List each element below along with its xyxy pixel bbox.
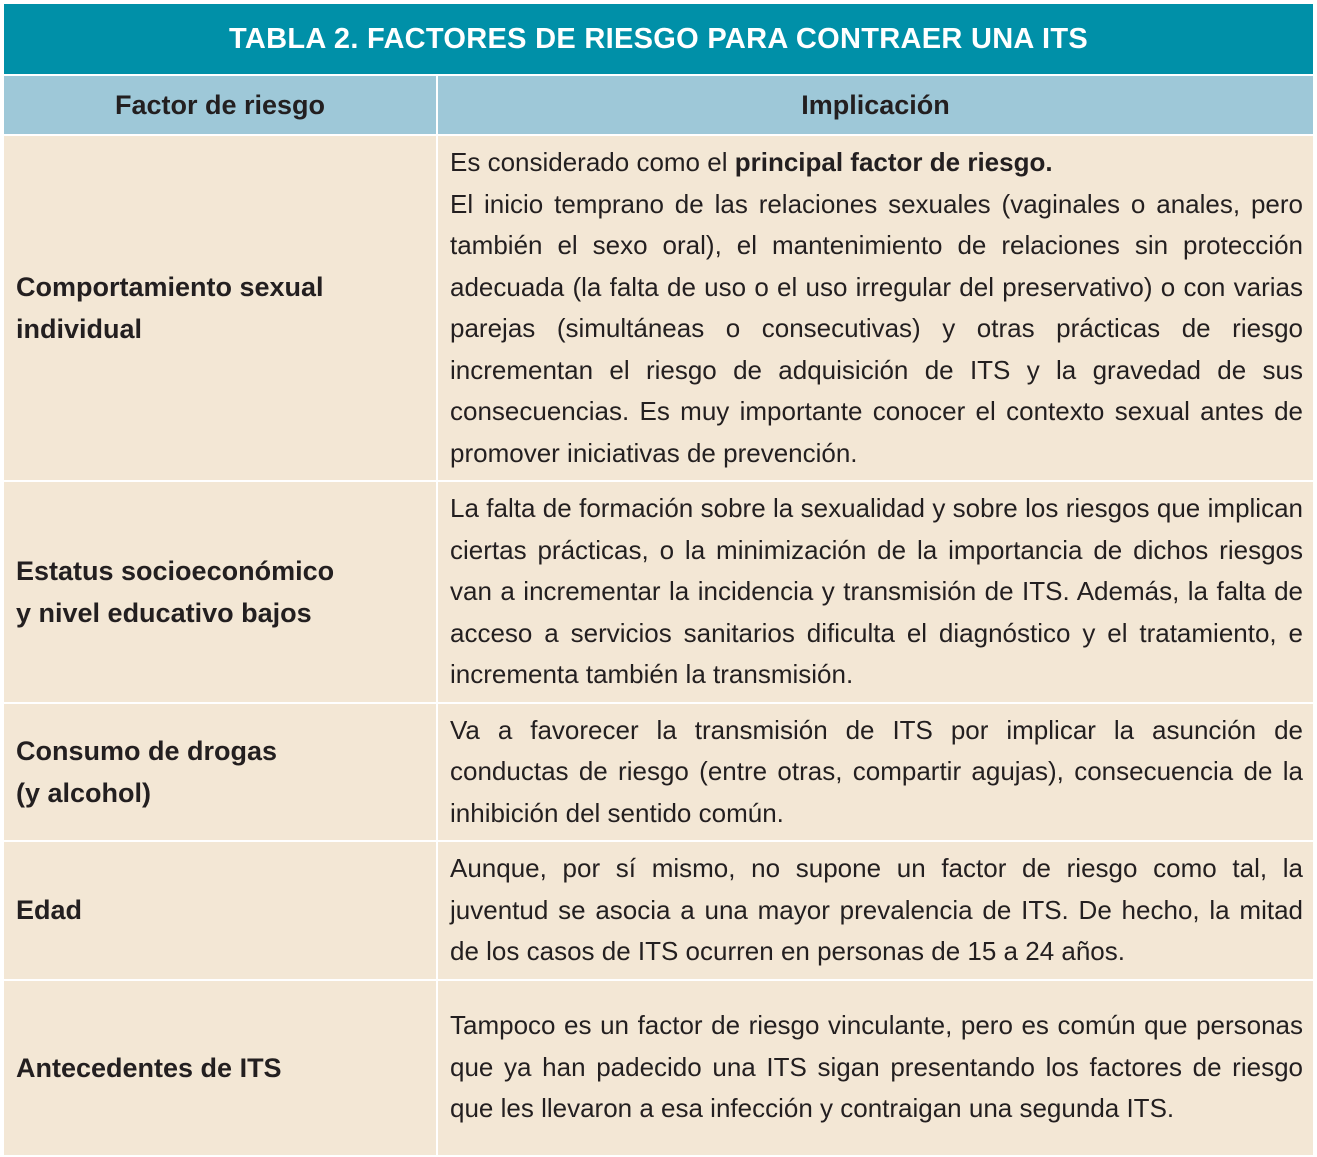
risk-factors-table-figure	[4, 4, 1313, 1157]
implication-lead-text: Es considerado como el	[450, 147, 735, 177]
header-factor: Factor de riesgo	[4, 76, 437, 135]
factor-cell	[4, 135, 437, 481]
implication-cell	[437, 481, 1313, 703]
table-row	[4, 841, 1313, 980]
factor-label: individual	[16, 314, 143, 344]
factor-label: Comportamiento sexual	[16, 272, 324, 302]
implication-text: Tampoco es un factor de riesgo vinculante, pero es común que personas que ya han padecido una ITS sigan presentando los factores de riesgo que les llevaron a esa infección y contraigan una segunda ITS.	[450, 1010, 1303, 1124]
header-row	[4, 76, 1313, 135]
implication-cell	[437, 135, 1313, 481]
factor-cell	[4, 703, 437, 842]
factor-label: (y alcohol)	[16, 777, 152, 808]
factor-label: Estatus socioeconómico	[16, 555, 335, 586]
implication-cell	[437, 841, 1313, 980]
factor-cell	[4, 481, 437, 703]
factor-cell	[4, 841, 437, 980]
factor-label: Antecedentes de ITS	[16, 1052, 282, 1083]
table-title: TABLA 2. FACTORES DE RIESGO PARA CONTRAER UNA ITS	[4, 4, 1313, 76]
implication-lead-emphasis: principal factor de riesgo.	[734, 147, 1053, 177]
implication-cell	[437, 980, 1313, 1156]
factor-label: y nivel educativo bajos	[16, 597, 312, 628]
table-row	[4, 481, 1313, 703]
header-implication: Implicación	[437, 76, 1313, 135]
implication-text: El inicio temprano de las relaciones sexuales (vaginales o anales, pero también el sexo oral), el mantenimiento de relaciones sin protección adecuada (la falta de uso o el uso irregular del preservativo) o con varias parejas (simultáneas o consecutivas) y otras prácticas de riesgo incrementan el riesgo de adquisición de ITS y la gravedad de sus consecuencias. Es muy importante conocer el contexto sexual antes de promover iniciativas de prevención.	[450, 188, 1303, 468]
implication-text: Aunque, por sí mismo, no supone un factor de riesgo como tal, la juventud se asocia a una mayor prevalencia de ITS. De hecho, la mitad de los casos de ITS ocurren en personas de 15 a 24 años.	[450, 853, 1303, 966]
implication-text: La falta de formación sobre la sexualidad y sobre los riesgos que implican ciertas prácticas, o la minimización de la importancia de dichos riesgos van a incrementar la incidencia y transmisión de ITS. Además, la falta de acceso a servicios sanitarios dificulta el diagnóstico y el tratamiento, e incrementa también la transmisión.	[450, 493, 1303, 689]
factor-label: Consumo de drogas	[16, 735, 278, 766]
table-row	[4, 980, 1313, 1156]
implication-lead	[450, 142, 1303, 184]
factor-label: Edad	[16, 895, 83, 926]
table-row	[4, 703, 1313, 842]
risk-factors-table	[4, 76, 1313, 1157]
factor-cell	[4, 980, 437, 1156]
implication-text: Va a favorecer la transmisión de ITS por implicar la asunción de conductas de riesgo (entre otras, compartir agujas), consecuencia de la inhibición del sentido común.	[450, 714, 1303, 828]
implication-cell	[437, 703, 1313, 842]
table-row	[4, 135, 1313, 481]
